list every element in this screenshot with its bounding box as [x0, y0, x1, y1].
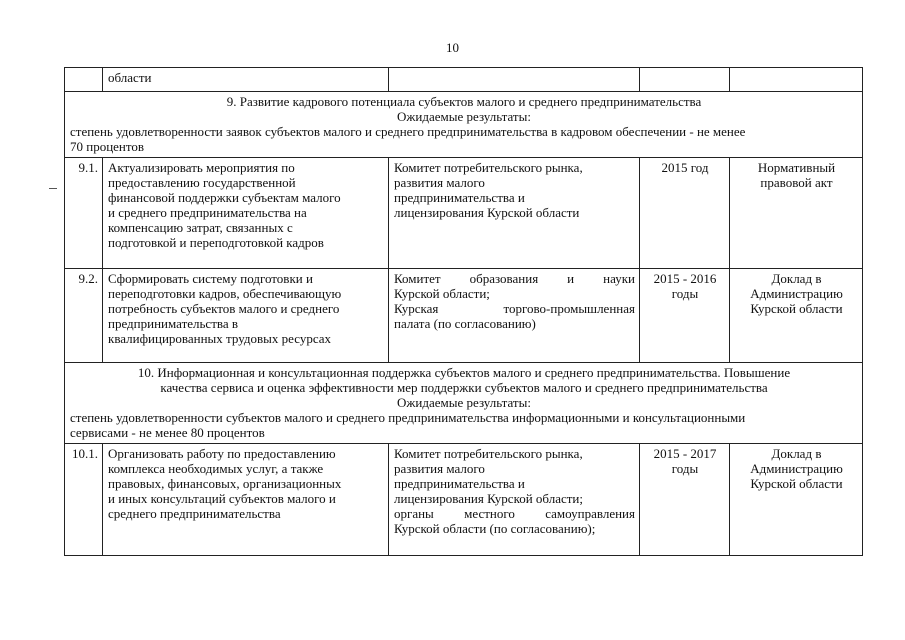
section-cell: [65, 92, 863, 158]
table-row: [65, 158, 863, 269]
cell-num: [65, 68, 103, 92]
text-line: Комитет потребительского рынка,: [394, 446, 583, 461]
text-line: 2015 - 2016: [653, 271, 717, 286]
cell-num: 9.2.: [65, 269, 103, 363]
cell-action: области: [103, 68, 389, 92]
text-line: Сформировать систему подготовки и: [108, 271, 313, 286]
text-line: Нормативный: [757, 160, 836, 175]
section-title: 9. Развитие кадрового потенциала субъектов малого и среднего предпринимательства: [226, 94, 702, 109]
table-row: [65, 269, 863, 363]
cell-result: [730, 269, 863, 363]
text-line: Комитет образования и науки: [394, 271, 635, 286]
text-line: правовой акт: [760, 175, 833, 190]
text-line: предпринимательства в: [108, 316, 239, 331]
cell-action: [103, 158, 389, 269]
cell-result: [730, 158, 863, 269]
text-line: лицензирования Курской области: [394, 205, 580, 220]
page-number: 10: [446, 40, 459, 55]
text-line: квалифицированных трудовых ресурсах: [108, 331, 332, 346]
text-line: предпринимательства и: [394, 190, 525, 205]
cell-num: 10.1.: [65, 444, 103, 556]
text-line: и среднего предпринимательства на: [108, 205, 307, 220]
measures-table: [64, 67, 863, 556]
text-line: Курской области (по согласованию);: [394, 521, 596, 536]
section-result: степень удовлетворенности субъектов малого и среднего предпринимательства информационными и консультационными: [70, 410, 746, 425]
section-cell: [65, 363, 863, 444]
text-line: и иных консультаций субъектов малого и: [108, 491, 336, 506]
text-line: предпринимательства и: [394, 476, 525, 491]
text-line: Администрацию: [750, 286, 843, 301]
text-line: правовых, финансовых, организационных: [108, 476, 342, 491]
text-line: годы: [671, 286, 699, 301]
section-title: 10. Информационная и консультационная поддержка субъектов малого и среднего предпринимательства. Повышение: [137, 365, 791, 380]
text-line: предоставлению государственной: [108, 175, 296, 190]
cell-action: [103, 269, 389, 363]
section-result: сервисами - не менее 80 процентов: [70, 425, 265, 440]
cell-executor: [389, 269, 640, 363]
cell-executor: [389, 158, 640, 269]
text-line: компенсацию затрат, связанных с: [108, 220, 293, 235]
text-line: 2015 - 2017: [653, 446, 717, 461]
text-line: годы: [671, 461, 699, 476]
text-line: лицензирования Курской области;: [394, 491, 583, 506]
cell-num: 9.1.: [65, 158, 103, 269]
text-line: органы местного самоуправления: [394, 506, 635, 521]
text-line: Комитет потребительского рынка,: [394, 160, 583, 175]
text-line: Администрацию: [750, 461, 843, 476]
text-line: палата (по согласованию): [394, 316, 536, 331]
text-line: Курской области;: [394, 286, 490, 301]
section-10-header: [65, 363, 863, 444]
text-line: Курская торгово-промышленная: [394, 301, 635, 316]
text-line: Доклад в: [771, 446, 822, 461]
cell-term: [640, 444, 730, 556]
text-line: среднего предпринимательства: [108, 506, 281, 521]
cell-executor: [389, 68, 640, 92]
section-9-header: [65, 92, 863, 158]
text-line: переподготовки кадров, обеспечивающую: [108, 286, 342, 301]
text-line: Актуализировать мероприятия по: [108, 160, 295, 175]
cell-term: [640, 269, 730, 363]
cell-action: [103, 444, 389, 556]
cell-executor: [389, 444, 640, 556]
text-line: Курской области: [750, 476, 843, 491]
text-line: Организовать работу по предоставлению: [108, 446, 336, 461]
text-line: потребность субъектов малого и среднего: [108, 301, 340, 316]
text-line: 2015 год: [661, 160, 709, 175]
text-line: развития малого: [394, 175, 485, 190]
text-line: Доклад в: [771, 271, 822, 286]
section-result: 70 процентов: [70, 139, 145, 154]
section-result: степень удовлетворенности заявок субъектов малого и среднего предпринимательства в кадровом обеспечении - не менее: [70, 124, 746, 139]
cell-term: [640, 68, 730, 92]
cell-result: [730, 444, 863, 556]
table-row-continuation: [65, 68, 863, 92]
text-line: Курской области: [750, 301, 843, 316]
text-line: комплекса необходимых услуг, а также: [108, 461, 324, 476]
margin-mark: [49, 188, 57, 189]
text-line: финансовой поддержки субъектам малого: [108, 190, 341, 205]
cell-term: [640, 158, 730, 269]
table-row: [65, 444, 863, 556]
text-line: развития малого: [394, 461, 485, 476]
section-subtitle: Ожидаемые результаты:: [397, 395, 531, 410]
section-subtitle: Ожидаемые результаты:: [397, 109, 531, 124]
section-title: качества сервиса и оценка эффективности мер поддержки субъектов малого и среднего предпринимательства: [160, 380, 768, 395]
cell-result: [730, 68, 863, 92]
text-line: подготовкой и переподготовкой кадров: [108, 235, 324, 250]
